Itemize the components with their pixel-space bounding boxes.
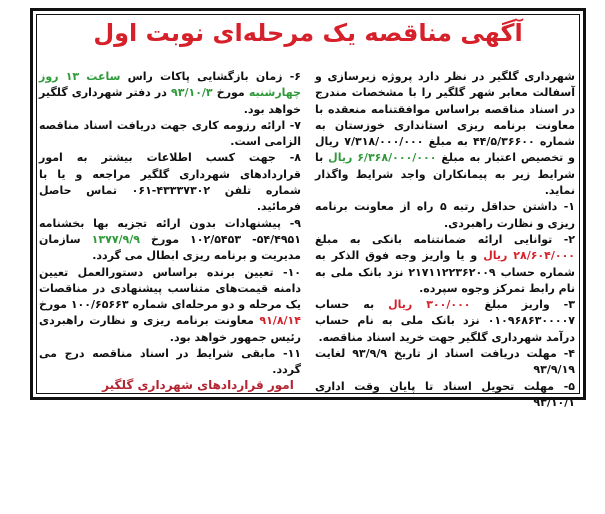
item-2-amount: ۲۸/۶۰۴/۰۰۰ ریال (483, 249, 576, 263)
item-3 (315, 297, 575, 346)
item-8: ۸- جهت کسب اطلاعات بیشتر به امور قراردادهای شهرداری گلگیر مراجعه و یا با شماره تلفن ۴۳۳۳۷۳۰۲-۰۶۱ تماس حاصل فرمائید. (39, 151, 301, 214)
intro-end: با شرایط زیر به پیمانکاران واجد شرایط واگذار نماید. (315, 151, 575, 198)
item-2-text: ۲- توانایی ارائه ضمانتنامه بانکی به مبلغ (315, 232, 575, 246)
notice-frame (30, 8, 586, 409)
item-3-amount: ۳۰۰/۰۰۰ ریال (388, 298, 471, 312)
item-1: ۱- داشتن حداقل رتبه ۵ راه از معاونت برنامه ریزی و نظارت راهبردی. (315, 200, 576, 230)
item-10-date: ۹۱/۸/۱۴ (259, 314, 301, 328)
intro-amount: ۶/۳۶۸/۰۰۰/۰۰۰ ریال (328, 151, 437, 165)
left-column (39, 69, 301, 379)
item-10 (39, 265, 301, 346)
item-9-text: ۹- پیشنهادات بدون ارائه تجزیه بها بخشنامه ۵۴/۴۹۵۱- (39, 216, 301, 246)
item-4: ۴- مهلت دریافت اسناد از تاریخ ۹۳/۹/۹ لغایت ۹۳/۹/۱۹ (315, 347, 575, 377)
item-2 (315, 232, 575, 297)
item-9 (39, 216, 301, 265)
item-7: ۷- ارائه رزومه کاری جهت دریافت اسناد مناقصه الزامی است. (39, 118, 301, 149)
item-6-time: ساعت ۱۳ روز چهارشنبه (39, 70, 301, 100)
signature: امور قراردادهای شهرداری گلگیر (102, 378, 294, 392)
item-9-date: ۱۳۷۷/۹/۹ (91, 232, 140, 246)
intro-text: شهرداری گلگیر در نظر دارد پروژه زیرسازی و آسفالت معابر شهر گلگیر را با مشخصات مندرج در اسناد مناقصه براساس موافقتنامه منعقده با معاونت برنامه ریزی استانداری خوزستان به شماره ۴۴/۵/۳۶۶۰۰ به مبلغ ۷/۳۱۸/۰۰۰/۰۰۰ ریال و تخصیص اعتبار به مبلغ (315, 70, 575, 165)
item-3-rest: به حساب ۰۱۰۹۶۸۶۳۰۰۰۰۷ نزد بانک ملی به نام حساب درآمد شهرداری گلگیر جهت خرید اسناد مناقصه. (315, 298, 575, 344)
right-column (315, 69, 575, 411)
notice-title: آگهی مناقصه یک مرحله‌ای نوبت اول (93, 19, 523, 47)
item-5: ۵- مهلت تحویل اسناد تا پایان وقت اداری ۹۳/۱۰/۱ (315, 379, 575, 409)
item-6-rest: در دفتر شهرداری گلگیر خواهد بود. (39, 86, 301, 116)
item-11: ۱۱- مابقی شرایط در اسناد مناقصه درج می گردد. (39, 347, 301, 377)
item-2-rest: و یا واریز وجه فوق الذکر به شماره حساب ۲۱۷۱۱۲۲۳۶۲۰۰۹ نزد بانک ملی به نام رابط تمرکز وجوه سپرده. (315, 249, 575, 295)
item-3-text: ۳- واریز مبلغ (484, 298, 575, 312)
intro-paragraph (315, 69, 575, 199)
item-9-mid: ۱۰۲/۵۴۵۳ مورخ (151, 232, 242, 246)
item-6 (39, 69, 301, 118)
item-10-rest: معاونت برنامه ریزی و نظارت راهبردی رئیس جمهور خواهد بود. (39, 314, 301, 344)
item-6-text: ۶- زمان بازگشایی پاکات راس (127, 70, 301, 83)
item-6-mid: مورخ (216, 86, 245, 100)
item-9-rest: سازمان مدیریت و برنامه ریزی ابطال می گردد. (39, 232, 301, 263)
item-6-date: ۹۳/۱۰/۳ (171, 86, 213, 100)
item-10-text: ۱۰- تعیین برنده براساس دستورالعمل تعیین دامنه قیمت‌های متناسب پیشنهادی در مناقصات یک مرحله و دو مرحله‌ای شماره ۱۰۰/۶۵۶۶۳ مورخ (39, 265, 301, 312)
